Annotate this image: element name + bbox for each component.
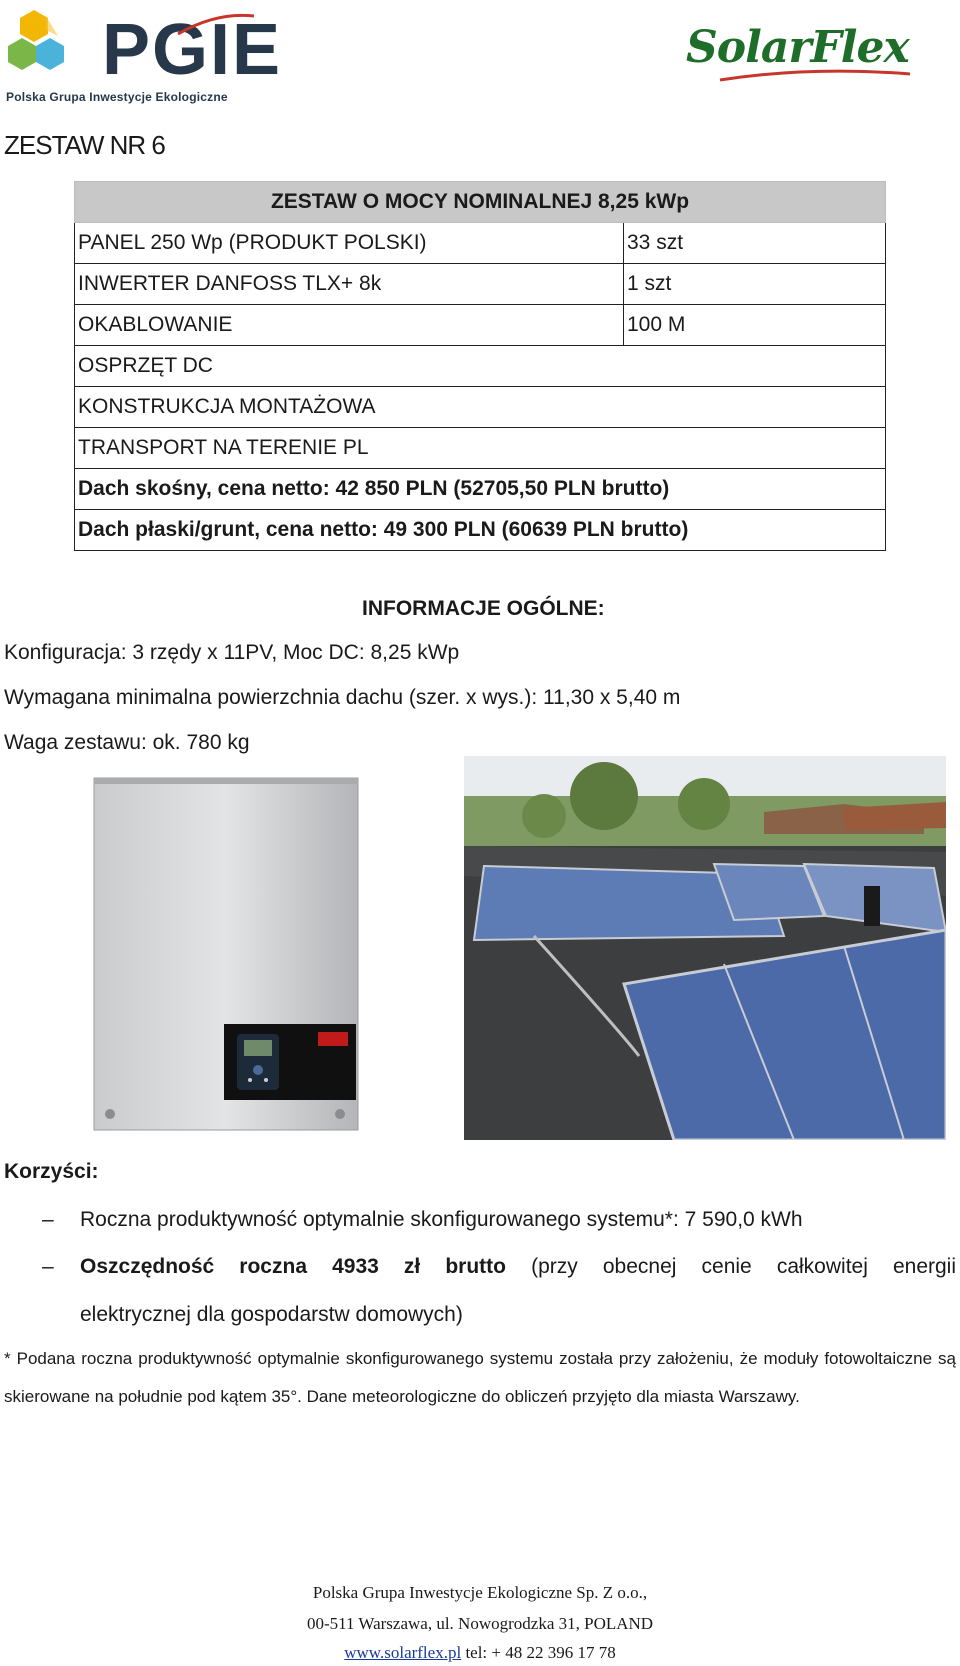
- item-qty: 33 szt: [624, 223, 886, 264]
- pgie-wordmark: PGIE: [102, 10, 283, 90]
- page-title: ZESTAW NR 6: [4, 130, 165, 160]
- pgie-subtitle: Polska Grupa Inwestycje Ekologiczne: [6, 90, 228, 104]
- pgie-logo: [6, 8, 283, 108]
- table-row: [75, 223, 886, 264]
- solarflex-swoosh-icon: [700, 64, 920, 84]
- benefits-heading: Korzyści:: [4, 1160, 99, 1183]
- table-row: [75, 428, 886, 469]
- info-configuration: Konfiguracja: 3 rzędy x 11PV, Moc DC: 8,25 kWp: [4, 641, 460, 664]
- table-header-row: [75, 182, 886, 223]
- kit-table: [74, 181, 886, 551]
- footer-address: 00-511 Warszawa, ul. Nowogrodzka 31, POLAND: [306, 1614, 654, 1633]
- benefit-production: Roczna produktywność optymalnie skonfigurowanego systemu*: 7 590,0 kWh: [80, 1208, 803, 1231]
- price-row: [75, 510, 886, 551]
- info-weight: Waga zestawu: ok. 780 kg: [4, 731, 250, 754]
- price-flat-roof: Dach płaski/grunt, cena netto: 49 300 PLN (60639 PLN brutto): [75, 510, 886, 551]
- benefit-savings-note: (przy obecnej cenie całkowitej energii: [531, 1255, 957, 1278]
- pgie-hexagon-icon: [6, 8, 96, 88]
- table-row: [75, 387, 886, 428]
- rooftop-solar-panels-photo: [464, 756, 946, 1140]
- footnote: * Podana roczna produktywność optymalnie skonfigurowanego systemu została przy założeniu, że moduły fotowoltaiczne są skierowane na południe pod kątem 35°. Dane meteorologiczne do obliczeń przyjęto dla miasta Warszawy.: [4, 1349, 956, 1406]
- footer-phone: tel: + 48 22 396 17 78: [465, 1643, 616, 1662]
- bullet-dash: –: [42, 1208, 54, 1231]
- price-row: [75, 469, 886, 510]
- solarflex-logo: SolarFlex: [686, 22, 909, 73]
- item-name: OSPRZĘT DC: [75, 346, 886, 387]
- benefit-savings: [80, 1255, 956, 1279]
- info-heading: INFORMACJE OGÓLNE:: [362, 597, 605, 620]
- table-row: [75, 305, 886, 346]
- item-name: PANEL 250 Wp (PRODUKT POLSKI): [75, 223, 624, 264]
- price-pitched-roof: Dach skośny, cena netto: 42 850 PLN (52705,50 PLN brutto): [75, 469, 886, 510]
- item-qty: 1 szt: [624, 264, 886, 305]
- website-link[interactable]: www.solarflex.pl: [344, 1643, 462, 1662]
- item-name: OKABLOWANIE: [75, 305, 624, 346]
- table-row: [75, 264, 886, 305]
- item-name: TRANSPORT NA TERENIE PL: [75, 428, 886, 469]
- item-qty: 100 M: [624, 305, 886, 346]
- footer-company: Polska Grupa Inwestycje Ekologiczne Sp. Z o.o.,: [312, 1583, 648, 1602]
- item-name: INWERTER DANFOSS TLX+ 8k: [75, 264, 624, 305]
- table-row: [75, 346, 886, 387]
- benefit-savings-bold: Oszczędność roczna 4933 zł brutto: [80, 1255, 506, 1278]
- inverter-photo: [92, 776, 362, 1136]
- pgie-swoosh-icon: [176, 10, 256, 40]
- info-roof-area: Wymagana minimalna powierzchnia dachu (szer. x wys.): 11,30 x 5,40 m: [4, 686, 681, 709]
- table-header: ZESTAW O MOCY NOMINALNEJ 8,25 kWp: [75, 182, 886, 223]
- item-name: KONSTRUKCJA MONTAŻOWA: [75, 387, 886, 428]
- benefit-savings-continued: elektrycznej dla gospodarstw domowych): [80, 1303, 463, 1326]
- bullet-dash: –: [42, 1255, 54, 1278]
- footer-contact: [0, 1643, 960, 1663]
